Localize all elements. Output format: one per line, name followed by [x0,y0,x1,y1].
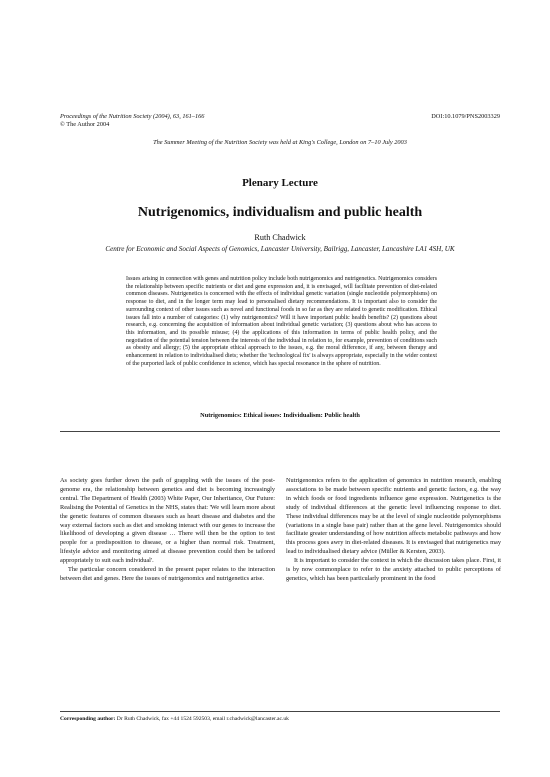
paragraph: It is important to consider the context in which the discussion takes place. First, it is by now commonplace to refer to the anxiety attached to public perceptions of genetics, which has been particularly prominent in the food [286,557,501,582]
doi[interactable]: DOI:10.1079/PNS2003329 [431,113,500,120]
meeting-note: The Summer Meeting of the Nutrition Society was held at King's College, London on 7–10 July 2003 [153,139,407,146]
corresponding-author-label: Corresponding author: [60,716,116,722]
paragraph: As society goes further down the path of grappling with the issues of the post-genome era, the relationship between genetics and diet is becoming increasingly central. The Department of Health (2003) White Paper, Our Inheritance, Our Future: Realising the Potential of Genetics in the NHS, states that: 'We will learn more about the genetic features of common diseases such as heart disease and diabetes and the way external factors such as diet and smoking interact with our genes to increase the likelihood of developing a given disease … There will then be the option to test people for a predisposition to disease, or a higher than normal risk. Treatment, lifestyle advice and monitoring aimed at disease prevention could then be tailored appropriately to suit each individual'. [60,477,275,565]
journal-citation: Proceedings of the Nutrition Society (2004), 63, 161–166 [60,113,205,120]
keywords: Nutrigenomics: Ethical issues: Individualism: Public health [200,412,360,419]
running-header [60,113,500,129]
abstract: Issues arising in connection with genes and nutrition policy include both nutrigenomics and nutrigenetics. Nutrigenomics considers the relationship between specific nutrients or diet and gene expression and, it is envisaged, will facilitate prevention of diet-related common diseases. Nutrigenetics is concerned with the effects of individual genetic variation (single nucleotide polymorphisms) on response to diet, and in the longer term may lead to personalised dietary recommendations. It is important also to consider the surrounding context of other issues such as novel and functional foods in so far as they are related to genetic modification. Ethical issues fall into a number of categories: (1) why nutrigenomics? Will it have important public health benefits? (2) questions about research, e.g. concerning the acquisition of information about individual genetic variation; (3) questions about who has access to this information, and its possible misuse; (4) the applications of this information in terms of public health policy, and the negotiation of the potential tension between the interests of the individual in relation to, for example, prevention of conditions such as obesity and allergy; (5) the appropriate ethical approach to the issues, e.g. the moral difference, if any, between therapy and enhancement in relation to individualised diets; whether the 'technological fix' is always appropriate, especially in the wider context of the purported lack of public confidence in science, which has special resonance in the sphere of nutrition. [126,276,437,367]
footnote-divider [60,711,500,712]
body-column-left [60,477,275,584]
paragraph: The particular concern considered in the present paper relates to the interaction between diet and genes. Here the issues of nutrigenomics and nutrigenetics arise. [60,566,275,582]
paragraph: Nutrigenomics refers to the application of genomics in nutrition research, enabling associations to be made between specific nutrients and genetic factors, e.g. the way in which foods or food ingredients influence gene expression. Nutrigenetics is the study of individual differences at the genetic level influencing response to diet. These individual differences may be at the level of single nucleotide polymorphisms (variations in a single base pair) rather than at the gene level. Nutrigenomics should facilitate greater understanding of how nutrition affects metabolic pathways and how this process goes awry in diet-related diseases. It is envisaged that nutrigenetics may lead to individualised dietary advice (Müller & Kersten, 2003). [286,477,501,556]
body-column-right [286,477,501,584]
corresponding-author-details: Dr Ruth Chadwick, fax +44 1524 592503, email r.chadwick@lancaster.ac.uk [116,716,289,722]
section-divider [60,431,500,432]
copyright: © The Author 2004 [60,121,110,128]
section-heading: Plenary Lecture [242,177,318,189]
author-affiliation: Centre for Economic and Social Aspects of Genomics, Lancaster University, Bailrigg, Lancaster, Lancashire LA1 4SH, UK [105,245,455,253]
author-name: Ruth Chadwick [254,233,306,242]
paper-title: Nutrigenomics, individualism and public health [137,205,423,220]
corresponding-author-note [60,716,500,722]
